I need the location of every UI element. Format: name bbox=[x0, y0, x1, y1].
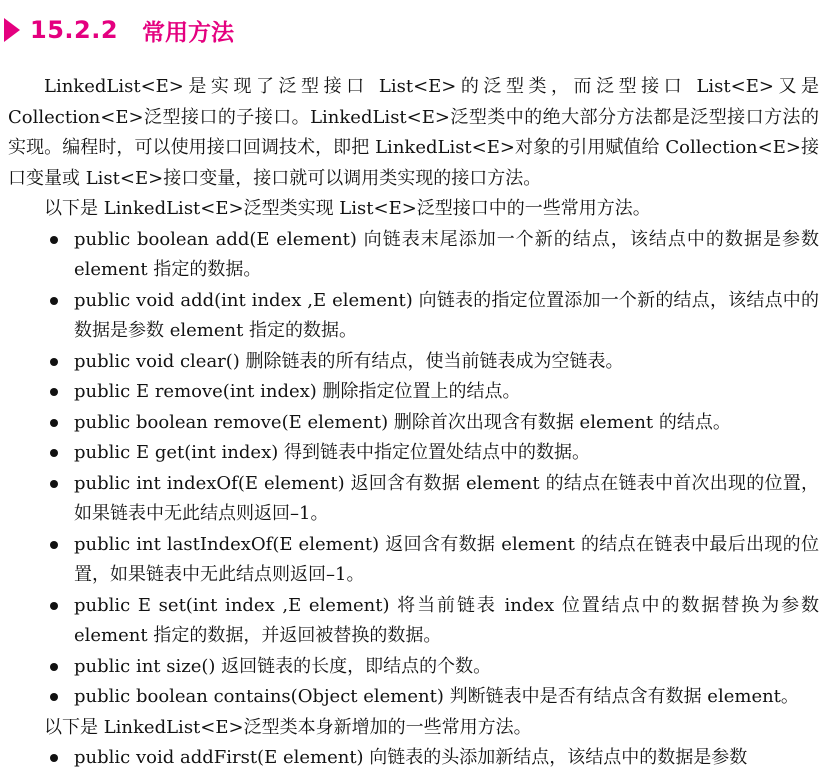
method-text: public E set(int index ,E element) 将当前链表 index 位置结点中的数据替换为参数 element 指定的数据，并返回被替换的数据。 bbox=[74, 594, 819, 646]
bullet-icon bbox=[50, 754, 58, 762]
bullet-icon bbox=[50, 358, 58, 366]
list-item bbox=[8, 286, 819, 347]
bullet-icon bbox=[50, 541, 58, 549]
list-item bbox=[8, 469, 819, 530]
list-item bbox=[8, 682, 819, 713]
bullet-icon bbox=[50, 449, 58, 457]
method-text: public boolean add(E element) 向链表末尾添加一个新的结点，该结点中的数据是参数 element 指定的数据。 bbox=[74, 228, 819, 280]
bullet-icon bbox=[50, 236, 58, 244]
section-number: 15.2.2 bbox=[30, 16, 119, 44]
method-text: public void clear() 删除链表的所有结点，使当前链表成为空链表。 bbox=[74, 350, 624, 372]
method-text: public void add(int index ,E element) 向链表的指定位置添加一个新的结点，该结点中的数据是参数 element 指定的数据。 bbox=[74, 289, 819, 341]
list-item bbox=[8, 408, 819, 439]
list-item bbox=[8, 347, 819, 378]
list-item bbox=[8, 225, 819, 286]
bullet-icon bbox=[50, 480, 58, 488]
list-item bbox=[8, 743, 819, 767]
new-methods-intro-paragraph: 以下是 LinkedList<E>泛型类本身新增加的一些常用方法。 bbox=[44, 716, 532, 738]
new-method-list bbox=[8, 743, 819, 767]
method-text: public E remove(int index) 删除指定位置上的结点。 bbox=[74, 381, 521, 402]
section-title: 常用方法 bbox=[142, 19, 235, 46]
list-item bbox=[8, 438, 819, 469]
bullet-icon bbox=[50, 602, 58, 610]
bullet-icon bbox=[50, 297, 58, 305]
bullet-icon bbox=[50, 693, 58, 701]
list-intro-paragraph: 以下是 LinkedList<E>泛型类实现 List<E>泛型接口中的一些常用方法。 bbox=[44, 198, 651, 219]
list-item bbox=[8, 652, 819, 683]
method-text: public boolean remove(E element) 删除首次出现含有数据 element 的结点。 bbox=[74, 411, 731, 433]
list-item bbox=[8, 591, 819, 652]
method-text: public int size() 返回链表的长度，即结点的个数。 bbox=[74, 655, 492, 677]
list-item bbox=[8, 530, 819, 591]
method-text: public int indexOf(E element) 返回含有数据 element 的结点在链表中首次出现的位置，如果链表中无此结点则返回–1。 bbox=[74, 472, 819, 524]
method-text: public E get(int index) 得到链表中指定位置处结点中的数据。 bbox=[74, 442, 590, 463]
method-list bbox=[8, 225, 819, 713]
section-heading bbox=[4, 8, 819, 52]
method-text: public int lastIndexOf(E element) 返回含有数据 element 的结点在链表中最后出现的位置，如果链表中无此结点则返回–1。 bbox=[74, 533, 819, 585]
bullet-icon bbox=[50, 419, 58, 427]
intro-paragraph: LinkedList<E>是实现了泛型接口 List<E>的泛型类，而泛型接口 List<E>又是Collection<E>泛型接口的子接口。LinkedList<E>泛型类中的绝大部分方法都是泛型接口方法的实现。编程时，可以使用接口回调技术，即把 LinkedList<E>对象的引用赋值给 Collection<E>接口变量或 List<E>接口变量，接口就可以调用类实现的接口方法。 bbox=[8, 76, 819, 189]
bullet-icon bbox=[50, 663, 58, 671]
method-text: public void addFirst(E element) 向链表的头添加新结点，该结点中的数据是参数 bbox=[74, 747, 748, 767]
method-text: public boolean contains(Object element) 判断链表中是否有结点含有数据 element。 bbox=[74, 686, 799, 707]
triangle-bullet-icon bbox=[4, 18, 20, 42]
list-item bbox=[8, 377, 819, 408]
bullet-icon bbox=[50, 388, 58, 396]
